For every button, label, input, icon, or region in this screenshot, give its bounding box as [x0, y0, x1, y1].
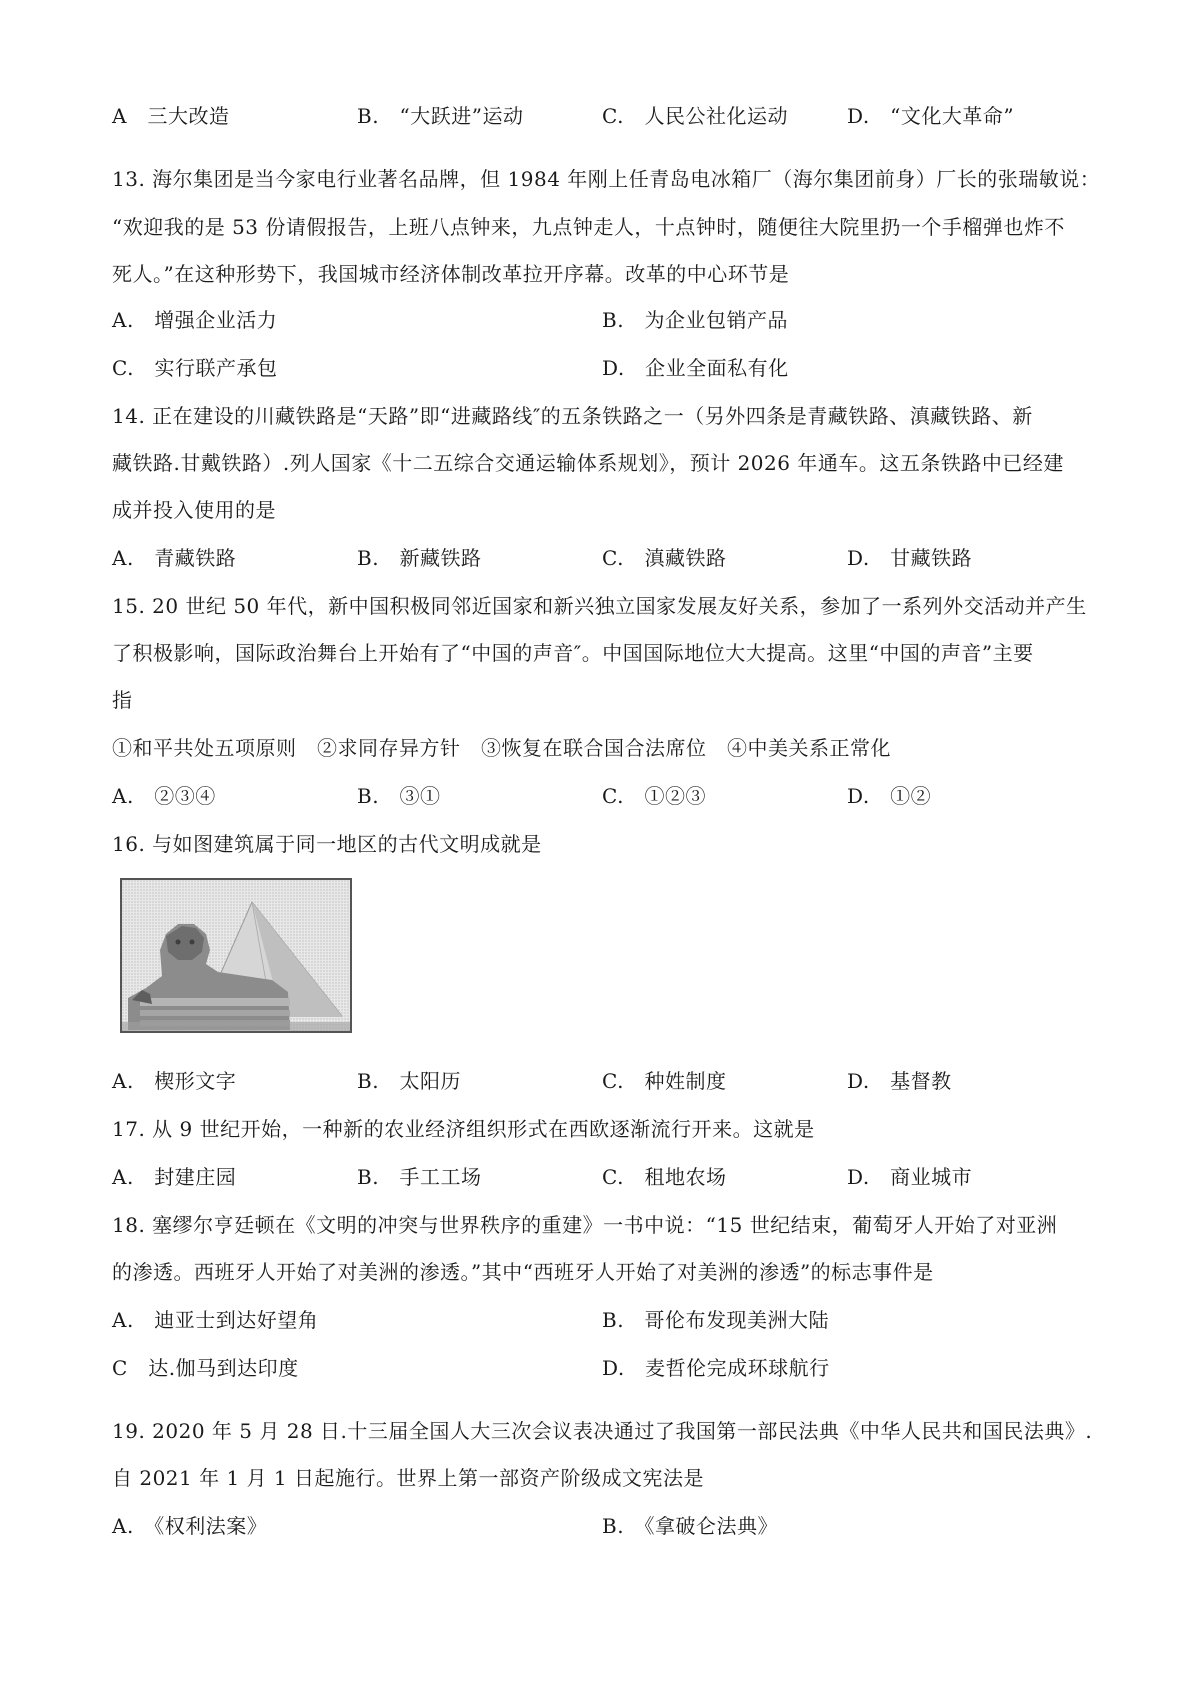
q12-option-c[interactable]: C. 人民公社化运动 — [602, 104, 788, 128]
q13-options-row-1 — [112, 306, 1102, 334]
q16-option-b[interactable]: B. 太阳历 — [357, 1069, 462, 1093]
q13-stem-line-2: “欢迎我的是 53 份请假报告，上班八点钟来，九点钟走人，十点钟时，随便往大院里扔一个手榴弹也炸不 — [112, 215, 1065, 239]
q18-options-row-2 — [112, 1354, 1102, 1382]
q14-stem-line-1: 14. 正在建设的川藏铁路是“天路”即“进藏路线″的五条铁路之一（另外四条是青藏铁路、滇藏铁路、新 — [112, 404, 1033, 428]
q14-option-a[interactable]: A. 青藏铁路 — [112, 546, 237, 570]
q17-option-d[interactable]: D. 商业城市 — [847, 1165, 973, 1189]
q18-option-c[interactable]: C 达.伽马到达印度 — [112, 1356, 299, 1380]
q19-stem-line-2: 自 2021 年 1 月 1 日起施行。世界上第一部资产阶级成文宪法是 — [112, 1466, 704, 1490]
q15-option-a[interactable]: A. ②③④ — [112, 784, 216, 808]
q15-option-d[interactable]: D. ①② — [847, 784, 932, 808]
q14-option-b[interactable]: B. 新藏铁路 — [357, 546, 482, 570]
q15-statements: ①和平共处五项原则 ②求同存异方针 ③恢复在联合国合法席位 ④中美关系正常化 — [112, 736, 891, 760]
q16-option-d[interactable]: D. 基督教 — [847, 1069, 952, 1093]
q19-options — [112, 1512, 1102, 1540]
q13-option-b[interactable]: B. 为企业包销产品 — [602, 308, 789, 332]
q16-stem-line-1: 16. 与如图建筑属于同一地区的古代文明成就是 — [112, 832, 542, 856]
q19-option-a[interactable]: A. 《权利法案》 — [112, 1514, 268, 1538]
q13-option-a[interactable]: A. 增强企业活力 — [112, 308, 278, 332]
q13-stem-line-3: 死人。”在这种形势下，我国城市经济体制改革拉开序幕。改革的中心环节是 — [112, 262, 790, 286]
q15-option-b[interactable]: B. ③① — [357, 784, 441, 808]
q14-options — [112, 544, 1102, 572]
q17-stem-line-1: 17. 从 9 世纪开始，一种新的农业经济组织形式在西欧逐渐流行开来。这就是 — [112, 1117, 815, 1141]
q17-option-a[interactable]: A. 封建庄园 — [112, 1165, 237, 1189]
q17-option-b[interactable]: B. 手工工场 — [357, 1165, 482, 1189]
q18-option-d[interactable]: D. 麦哲伦完成环球航行 — [602, 1356, 830, 1380]
q14-option-d[interactable]: D. 甘藏铁路 — [847, 546, 973, 570]
q12-option-d[interactable]: D. “文化大革命” — [847, 104, 1015, 128]
q15-options — [112, 782, 1102, 810]
q13-option-d[interactable]: D. 企业全面私有化 — [602, 356, 789, 380]
q16-options — [112, 1067, 1102, 1095]
q18-stem-line-1: 18. 塞缪尔亨廷顿在《文明的冲突与世界秩序的重建》一书中说：“15 世纪结束，葡萄牙人开始了对亚洲 — [112, 1213, 1058, 1237]
q18-option-a[interactable]: A. 迪亚士到达好望角 — [112, 1308, 319, 1332]
q14-stem-line-2: 藏铁路.甘戴铁路）.列人国家《十二五综合交通运输体系规划》，预计 2026 年通车。这五条铁路中已经建 — [112, 451, 1064, 475]
sphinx-pyramid-image — [120, 878, 352, 1033]
q18-stem-line-2: 的渗透。西班牙人开始了对美洲的渗透。”其中“西班牙人开始了对美洲的渗透”的标志事件是 — [112, 1260, 934, 1284]
q14-stem-line-3: 成并投入使用的是 — [112, 498, 276, 522]
q12-options — [112, 102, 1102, 130]
q19-option-b[interactable]: B. 《拿破仑法典》 — [602, 1514, 779, 1538]
q14-option-c[interactable]: C. 滇藏铁路 — [602, 546, 727, 570]
q16-option-c[interactable]: C. 种姓制度 — [602, 1069, 727, 1093]
q13-option-c[interactable]: C. 实行联产承包 — [112, 356, 278, 380]
q15-stem-line-2: 了积极影响，国际政治舞台上开始有了“中国的声音″。中国国际地位大大提高。这里“中国的声音”主要 — [112, 641, 1034, 665]
q15-stem-line-3: 指 — [112, 688, 133, 712]
q13-stem-line-1: 13. 海尔集团是当今家电行业著名品牌，但 1984 年刚上任青岛电冰箱厂（海尔集团前身）厂长的张瑞敏说： — [112, 167, 1101, 191]
q12-option-b[interactable]: B. “大跃进”运动 — [357, 104, 524, 128]
q17-options — [112, 1163, 1102, 1191]
q18-options-row-1 — [112, 1306, 1102, 1334]
q12-option-a[interactable]: A 三大改造 — [112, 104, 230, 128]
q13-options-row-2 — [112, 354, 1102, 382]
q15-option-c[interactable]: C. ①②③ — [602, 784, 706, 808]
sphinx-pyramid-icon — [122, 880, 350, 1031]
q16-option-a[interactable]: A. 楔形文字 — [112, 1069, 237, 1093]
q15-stem-line-1: 15. 20 世纪 50 年代，新中国积极同邻近国家和新兴独立国家发展友好关系，参加了一系列外交活动并产生 — [112, 594, 1087, 618]
q18-option-b[interactable]: B. 哥伦布发现美洲大陆 — [602, 1308, 830, 1332]
q17-option-c[interactable]: C. 租地农场 — [602, 1165, 727, 1189]
q19-stem-line-1: 19. 2020 年 5 月 28 日.十三届全国人大三次会议表决通过了我国第一部民法典《中华人民共和国民法典》. — [112, 1419, 1093, 1443]
